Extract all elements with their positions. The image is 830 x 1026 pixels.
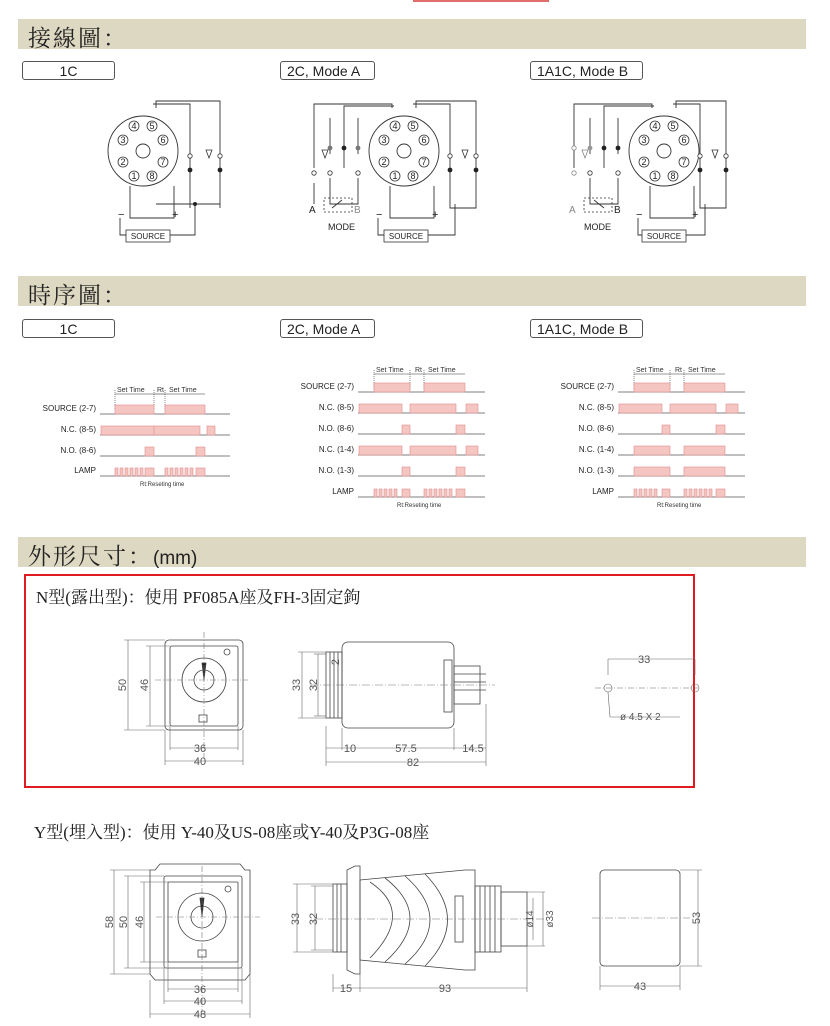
dim-93: 93 [438,983,452,995]
n-type-front-view [110,630,250,770]
dimensions-unit: (mm) [153,548,198,569]
dim-58: 58 [104,915,116,929]
plus-label: + [432,209,439,221]
pin-5-label: 5 [410,121,416,131]
mode-a-label: A [569,205,576,216]
rt-note: Rt:Reseting time [397,503,442,509]
dim-10: 10 [343,743,357,755]
set-time-label: Set Time [636,367,664,374]
row-label-source: SOURCE (2-7) [42,404,96,413]
dim-46: 46 [139,678,151,692]
pin-7-label: 7 [681,157,687,167]
pin-2-label: 2 [120,157,126,167]
row-label-source: SOURCE (2-7) [560,382,614,391]
y-type-side-view [285,862,585,1002]
row-label-nc-85: N.C. (8-5) [578,403,614,412]
wiring-diagram-1a1c [560,88,740,253]
pin-7-label: 7 [421,157,427,167]
timing-label-1a1c: 1A1C, Mode B [530,319,643,338]
dim-43: 43 [633,981,647,993]
pin-5-label: 5 [149,121,155,131]
minus-label: − [376,209,383,221]
row-label-no-13: N.O. (1-3) [578,466,614,475]
pin-2-label: 2 [381,157,387,167]
wiring-diagram-2c [300,88,480,253]
plus-label: + [692,209,699,221]
row-label-no: N.O. (8-6) [60,446,96,455]
section-title-dimensions [28,538,197,571]
y-type-front-view [100,862,270,1022]
row-label-nc-14: N.C. (1-4) [578,445,614,454]
minus-label: − [636,209,643,221]
pin-8-label: 8 [149,171,155,181]
mode-b-label: B [354,205,361,216]
wiring-label-1c: 1C [22,61,115,80]
dim-33: 33 [290,912,302,926]
pin-3-label: 3 [381,135,387,145]
dim-48: 48 [193,1009,207,1021]
pin-6-label: 6 [421,135,427,145]
pin-3-label: 3 [641,135,647,145]
pin-6-label: 6 [681,135,687,145]
wiring-label-2c: 2C, Mode A [280,61,375,80]
rt-label: Rt [675,367,682,374]
pin-4-label: 4 [652,121,658,131]
pin-4-label: 4 [392,121,398,131]
pin-3-label: 3 [120,135,126,145]
mode-a-label: A [309,205,316,216]
y-type-panel-cutout [590,862,710,992]
rt-note: Rt:Reseting time [657,503,702,509]
dim-32: 32 [308,912,320,926]
source-label: SOURCE [646,232,682,241]
pin-4-label: 4 [131,121,137,131]
dim-dia-14: ø14 [525,910,536,928]
row-label-lamp: LAMP [592,487,614,496]
set-time-label-2: Set Time [688,367,716,374]
section-header-dimensions [18,537,806,570]
timing-label-2c: 2C, Mode A [280,319,375,338]
dim-46: 46 [134,915,146,929]
row-label-lamp: LAMP [332,487,354,496]
section-title-timing: 時序圖： [28,283,128,309]
source-label: SOURCE [130,232,166,241]
timing-diagram-1a1c [540,362,790,514]
set-time-label-2: Set Time [428,367,456,374]
mode-label: MODE [328,222,355,232]
dim-2: 2 [330,658,342,666]
minus-label: − [118,209,125,221]
dim-dia-33: ø33 [545,910,556,928]
pin-8-label: 8 [410,171,416,181]
mode-switch [584,198,612,212]
section-header-wiring [18,19,806,52]
mode-b-label: B [614,205,621,216]
set-time-label: Set Time [117,387,145,394]
dim-33: 33 [291,678,303,692]
dim-50: 50 [117,678,129,692]
rt-label: Rt [415,367,422,374]
section-header-timing [18,276,806,309]
set-time-label-2: Set Time [169,387,197,394]
dim-40: 40 [193,756,207,768]
pin-5-label: 5 [670,121,676,131]
n-type-side-view [280,630,500,770]
timing-label-1c: 1C [22,319,115,338]
set-time-label: Set Time [376,367,404,374]
rt-label: Rt [157,387,164,394]
pin-7-label: 7 [160,157,166,167]
dim-15: 15 [339,983,353,995]
dim-36: 36 [193,743,207,755]
wiring-diagram-1c [90,88,240,253]
pin-1-label: 1 [392,171,398,181]
y-type-title: Y型(埋入型)：使用 Y-40及US-08座或Y-40及P3G-08座 [34,823,430,842]
row-label-no-86: N.O. (8-6) [318,424,354,433]
pin-2-label: 2 [641,157,647,167]
dim-32: 32 [308,678,320,692]
mode-switch [324,198,352,212]
dim-50: 50 [118,915,130,929]
dim-36: 36 [193,984,207,996]
rt-note: Rt:Reseting time [140,482,185,488]
row-label-source: SOURCE (2-7) [300,382,354,391]
row-label-no-86: N.O. (8-6) [578,424,614,433]
pin-6-label: 6 [160,135,166,145]
dimensions-title-text: 外形尺寸： [28,544,153,570]
pin-8-label: 8 [670,171,676,181]
row-label-nc-14: N.C. (1-4) [318,445,354,454]
plus-label: + [172,209,179,221]
pin-1-label: 1 [131,171,137,181]
source-label: SOURCE [388,232,424,241]
dim-40: 40 [193,996,207,1008]
dim-57-5: 57.5 [395,743,417,755]
dim-mount-33: 33 [638,654,651,666]
dim-14-5: 14.5 [462,743,484,755]
timing-diagram-1c [20,382,240,492]
wiring-label-1a1c: 1A1C, Mode B [530,61,643,80]
n-type-title: N型(露出型)：使用 PF085A座及FH-3固定鉤 [36,588,361,607]
dim-53: 53 [691,911,703,925]
row-label-no-13: N.O. (1-3) [318,466,354,475]
n-type-mount-holes [590,645,700,735]
mode-label: MODE [584,222,611,232]
row-label-lamp: LAMP [74,466,96,475]
section-title-wiring: 接線圖： [28,26,128,52]
top-accent-bar [413,0,549,2]
pin-1-label: 1 [652,171,658,181]
row-label-nc-85: N.C. (8-5) [318,403,354,412]
dim-holes: ø 4.5 X 2 [620,712,661,723]
dim-82: 82 [406,757,420,769]
timing-diagram-2c [280,362,530,514]
row-label-nc: N.C. (8-5) [60,425,96,434]
